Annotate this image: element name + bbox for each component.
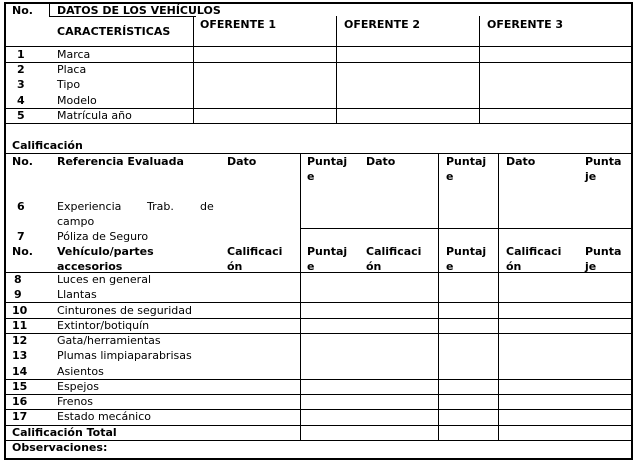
dato-header-1: Dato [227, 155, 257, 168]
bidder-2-header: OFERENTE 2 [344, 18, 421, 31]
rule [498, 153, 499, 440]
parts-puntaje-3b: je [585, 260, 597, 273]
rule [193, 16, 194, 123]
parts-header-1: Vehículo/partes [57, 245, 154, 258]
parts-header-2: accesorios [57, 260, 123, 273]
list-item-label: Marca [57, 48, 91, 61]
list-item-label: Gata/herramientas [57, 334, 161, 347]
parts-puntaje-3: Punta [585, 245, 622, 258]
list-item-label: Modelo [57, 94, 97, 107]
calificacion-no-label: No. [12, 155, 33, 168]
puntaje-header-2: Puntaj [446, 155, 487, 168]
list-item-label: Cinturones de seguridad [57, 304, 192, 317]
list-item-no: 11 [12, 319, 28, 332]
parts-puntaje-2: Puntaj [446, 245, 487, 258]
list-item-label: Tipo [57, 78, 81, 91]
calif-header-3b: ón [506, 260, 522, 273]
list-item-no: 6 [17, 200, 25, 213]
puntaje-header-1: Puntaj [307, 155, 348, 168]
total-label: Calificación Total [12, 426, 117, 439]
header-no-label: No. [12, 4, 33, 17]
list-item-no: 14 [12, 365, 28, 378]
calif-header-2: Calificaci [366, 245, 422, 258]
puntaje-header-3b: je [585, 170, 597, 183]
reference-header: Referencia Evaluada [57, 155, 184, 168]
rule [49, 3, 50, 16]
puntaje-header-1b: e [307, 170, 315, 183]
parts-puntaje-2b: e [446, 260, 454, 273]
rule [5, 62, 632, 63]
list-item-no: 5 [17, 109, 25, 122]
list-item-no: 8 [14, 273, 22, 286]
puntaje-header-2b: e [446, 170, 454, 183]
list-item-no: 1 [17, 48, 25, 61]
bidder-3-header: OFERENTE 3 [487, 18, 564, 31]
list-item-no: 13 [12, 349, 28, 362]
header-title: DATOS DE LOS VEHÍCULOS [57, 4, 221, 17]
item6-label-b: Trab. [147, 200, 174, 213]
calif-header-2b: ón [366, 260, 382, 273]
list-item-no: 3 [17, 78, 25, 91]
list-item-label: Espejos [57, 380, 99, 393]
dato-header-2: Dato [366, 155, 396, 168]
list-item-label: Placa [57, 63, 87, 76]
item6-label-d: campo [57, 215, 95, 228]
list-item-label: Luces en general [57, 273, 151, 286]
list-item-no: 12 [12, 334, 28, 347]
item6-label-a: Experiencia [57, 200, 122, 213]
rule [5, 153, 632, 154]
observations-label: Observaciones: [12, 441, 108, 454]
rule [5, 123, 632, 124]
item7-label: Póliza de Seguro [57, 230, 149, 243]
list-item-label: Llantas [57, 288, 97, 301]
calificacion-title: Calificación [12, 139, 83, 152]
rule [479, 16, 480, 123]
list-item-no: 7 [17, 230, 25, 243]
list-item-label: Estado mecánico [57, 410, 152, 423]
list-item-no: 9 [14, 288, 22, 301]
dato-header-3: Dato [506, 155, 536, 168]
calif-header-1b: ón [227, 260, 243, 273]
calif-header-3: Calificaci [506, 245, 562, 258]
list-item-label: Extintor/botiquín [57, 319, 150, 332]
list-item-no: 10 [12, 304, 28, 317]
list-item-no: 4 [17, 94, 25, 107]
list-item-no: 2 [17, 63, 25, 76]
rule [5, 379, 632, 380]
characteristics-header: CARACTERÍSTICAS [57, 25, 171, 38]
list-item-no: 16 [12, 395, 28, 408]
rule [300, 153, 301, 440]
list-item-label: Plumas limpiaparabrisas [57, 349, 192, 362]
rule [5, 302, 632, 303]
list-item-label: Matrícula año [57, 109, 132, 122]
parts-puntaje-1: Puntaj [307, 245, 348, 258]
parts-no-label: No. [12, 245, 33, 258]
rule [336, 16, 337, 123]
rule [5, 394, 632, 395]
list-item-label: Asientos [57, 365, 104, 378]
rule [5, 46, 632, 47]
list-item-no: 15 [12, 380, 28, 393]
puntaje-header-3: Punta [585, 155, 622, 168]
list-item-no: 17 [12, 410, 28, 423]
rule [300, 228, 632, 229]
rule [438, 153, 439, 440]
item6-label-c: de [200, 200, 214, 213]
bidder-1-header: OFERENTE 1 [200, 18, 277, 31]
calif-header-1: Calificaci [227, 245, 283, 258]
list-item-label: Frenos [57, 395, 94, 408]
parts-puntaje-1b: e [307, 260, 315, 273]
